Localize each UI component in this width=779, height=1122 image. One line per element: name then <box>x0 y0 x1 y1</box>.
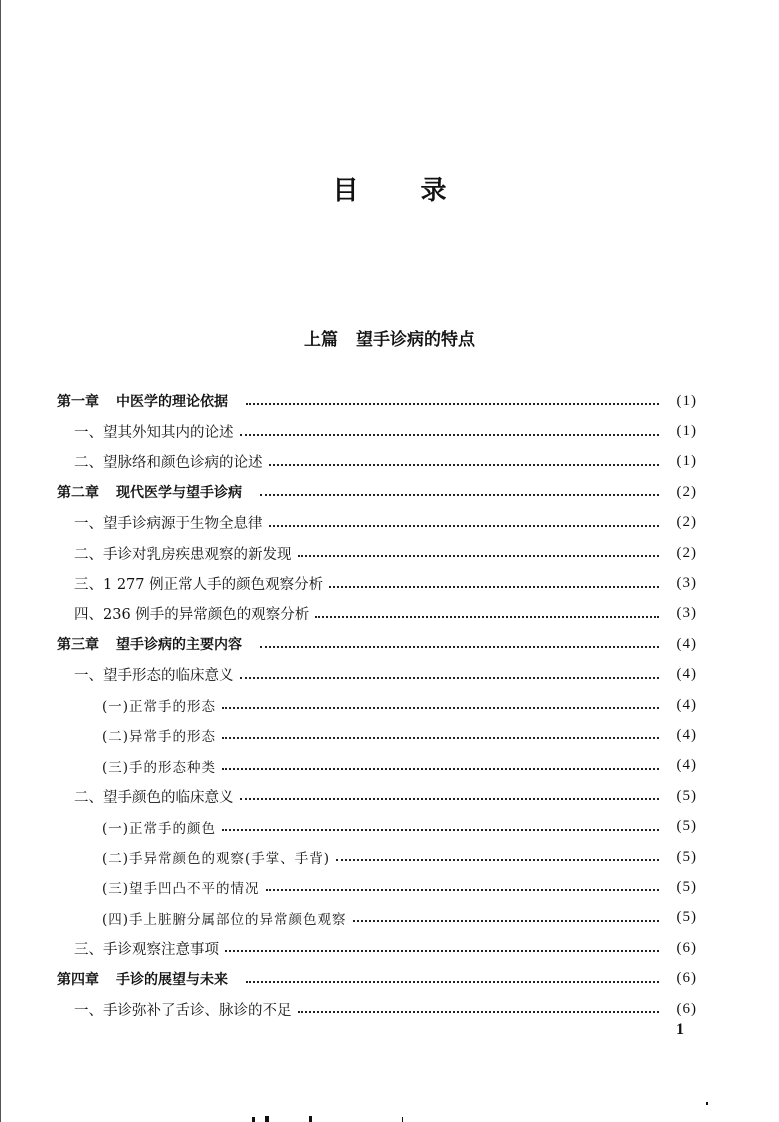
toc-page-number: (1) <box>676 392 697 409</box>
toc-entry-title: (三)手的形态种类 <box>102 759 217 776</box>
toc-chapter-number: 第二章 <box>57 485 99 502</box>
toc-section-row[interactable] <box>57 538 697 568</box>
toc-subsection-row[interactable] <box>57 690 697 720</box>
toc-section-row[interactable] <box>57 933 697 963</box>
toc-subsection-row[interactable] <box>57 903 697 933</box>
toc-entry-title: 一、手诊弥补了舌诊、脉诊的不足 <box>74 1002 292 1019</box>
toc-entry-title: 一、望手形态的临床意义 <box>74 668 234 685</box>
toc-section-row[interactable] <box>57 568 697 598</box>
dot-leader <box>269 462 660 466</box>
page-edge-rule <box>0 0 1 1122</box>
toc-section-row[interactable] <box>57 416 697 446</box>
toc-entry-title: (一)正常手的颜色 <box>102 820 217 837</box>
toc-page-number: (3) <box>676 575 697 592</box>
page-title-char-2: 录 <box>420 176 447 206</box>
toc-entry-title: 一、望其外知其内的论述 <box>74 425 234 442</box>
dot-leader <box>353 918 659 922</box>
toc-subsection-row[interactable] <box>57 842 697 872</box>
toc-section-row[interactable] <box>57 660 697 690</box>
toc-section-row[interactable] <box>57 508 697 538</box>
toc-subsection-row[interactable] <box>57 811 697 841</box>
toc-page-number: (6) <box>676 939 697 956</box>
toc-entry-title: (三)望手凹凸不平的情况 <box>102 881 260 898</box>
dot-leader <box>222 735 659 739</box>
toc-chapter-number: 第一章 <box>57 394 99 411</box>
dot-leader <box>315 614 659 618</box>
toc-chapter-number: 第四章 <box>57 971 99 988</box>
toc-entry-title: 二、望手颜色的临床意义 <box>74 789 234 806</box>
scan-artifact <box>706 1102 708 1105</box>
toc-chapter-number: 第三章 <box>57 637 99 654</box>
toc-section-row[interactable] <box>57 994 697 1024</box>
dot-leader <box>329 584 659 588</box>
scan-artifact <box>402 1117 403 1122</box>
dot-leader <box>222 705 659 709</box>
toc-entry-title: (二)异常手的形态 <box>102 729 217 746</box>
toc-chapter-row[interactable] <box>57 963 697 993</box>
toc-page-number: (4) <box>676 635 697 652</box>
toc-entry-title: 二、手诊对乳房疾患观察的新发现 <box>74 546 292 563</box>
dot-leader <box>240 796 660 800</box>
toc-entry-title: (一)正常手的形态 <box>102 699 217 716</box>
toc-subsection-row[interactable] <box>57 872 697 902</box>
page-number: 1 <box>676 1021 684 1038</box>
toc-page-number: (2) <box>676 514 697 531</box>
part-heading <box>0 325 779 350</box>
toc-section-row[interactable] <box>57 599 697 629</box>
toc-chapter-row[interactable] <box>57 477 697 507</box>
toc-page-number: (5) <box>676 787 697 804</box>
toc-entry-title: (二)手异常颜色的观察(手掌、手背) <box>102 851 331 868</box>
dot-leader <box>240 675 660 679</box>
toc-section-row[interactable] <box>57 781 697 811</box>
toc-entry-title: 中医学的理论依据 <box>116 394 228 411</box>
toc-page-number: (4) <box>676 666 697 683</box>
toc-section-row[interactable] <box>57 447 697 477</box>
part-title: 望手诊病的特点 <box>356 330 475 350</box>
toc-page-number: (1) <box>676 423 697 440</box>
toc-entry-title: 一、望手诊病源于生物全息律 <box>74 516 263 533</box>
toc-subsection-row[interactable] <box>57 751 697 781</box>
scan-artifact <box>265 1116 269 1122</box>
toc-entry-title: 三、手诊观察注意事项 <box>74 941 219 958</box>
toc-page-number: (2) <box>676 483 697 500</box>
page-title <box>0 170 779 207</box>
scan-artifact <box>309 1116 312 1122</box>
dot-leader <box>269 523 660 527</box>
toc-page-number: (5) <box>676 848 697 865</box>
dot-leader <box>222 766 659 770</box>
scan-artifact <box>252 1117 255 1122</box>
toc-entry-title: 望手诊病的主要内容 <box>116 637 242 654</box>
toc-chapter-row[interactable] <box>57 629 697 659</box>
toc-entry-title: 手诊的展望与未来 <box>116 971 228 988</box>
toc-chapter-row[interactable] <box>57 386 697 416</box>
dot-leader <box>336 857 659 861</box>
toc-entry-title: 四、236 例手的异常颜色的观察分析 <box>74 607 310 624</box>
dot-leader <box>298 553 660 557</box>
dot-leader <box>260 492 659 496</box>
toc-entry-title: 现代医学与望手诊病 <box>116 485 242 502</box>
toc-entry-title: (四)手上脏腑分属部位的异常颜色观察 <box>102 911 347 928</box>
toc-page-number: (4) <box>676 726 697 743</box>
dot-leader <box>266 887 659 891</box>
toc-page-number: (5) <box>676 878 697 895</box>
toc-subsection-row[interactable] <box>57 720 697 750</box>
toc-page-number: (6) <box>676 1000 697 1017</box>
dot-leader <box>225 948 659 952</box>
toc-page-number: (1) <box>676 453 697 470</box>
dot-leader <box>246 401 659 405</box>
dot-leader <box>246 979 659 983</box>
toc-page-number: (2) <box>676 544 697 561</box>
toc-page-number: (4) <box>676 696 697 713</box>
page-title-char-1: 目 <box>332 176 359 206</box>
toc-page-number: (3) <box>676 605 697 622</box>
dot-leader <box>222 827 659 831</box>
table-of-contents <box>57 386 697 1024</box>
toc-page-number: (5) <box>676 909 697 926</box>
part-label: 上篇 <box>304 330 338 350</box>
toc-page-number: (4) <box>676 757 697 774</box>
toc-entry-title: 二、望脉络和颜色诊病的论述 <box>74 455 263 472</box>
dot-leader <box>240 432 660 436</box>
dot-leader <box>260 644 659 648</box>
dot-leader <box>298 1009 660 1013</box>
toc-page-number: (6) <box>676 970 697 987</box>
toc-page-number: (5) <box>676 818 697 835</box>
toc-entry-title: 三、1 277 例正常人手的颜色观察分析 <box>74 577 324 594</box>
